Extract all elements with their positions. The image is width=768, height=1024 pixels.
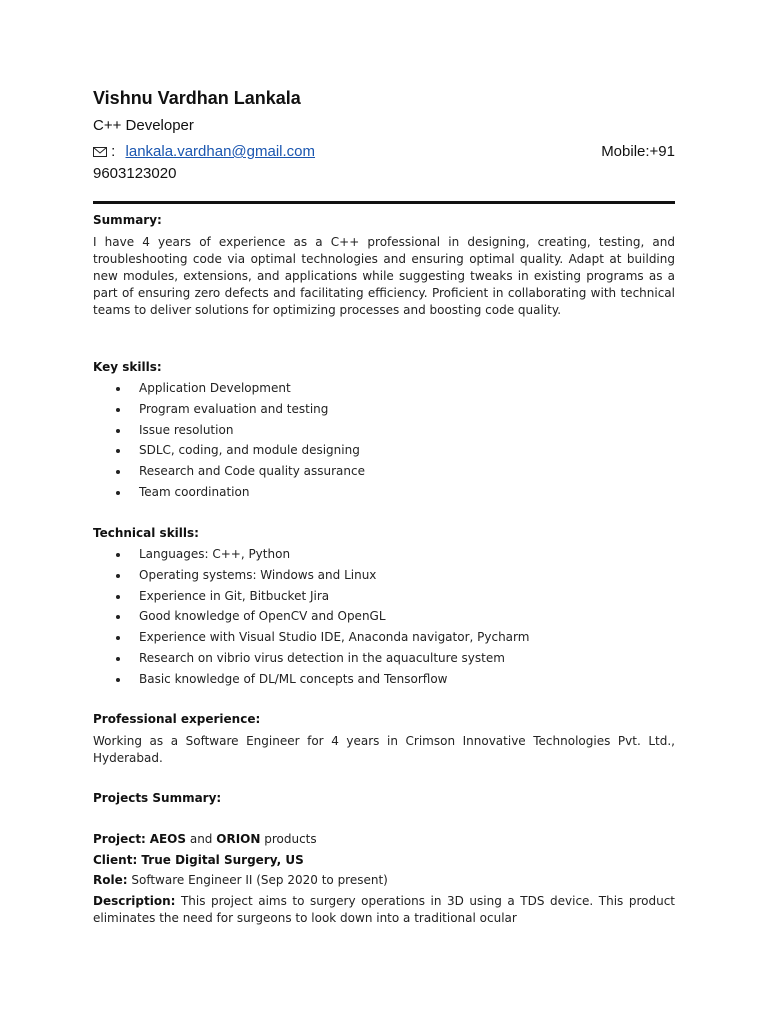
contact-line	[93, 143, 675, 160]
role-line	[93, 873, 675, 887]
job-title: C++ Developer	[93, 117, 194, 134]
list-item: Operating systems: Windows and Linux	[93, 565, 675, 586]
bullet-dot	[116, 470, 120, 474]
key-skills-list	[93, 378, 675, 503]
projects-heading: Projects Summary:	[93, 791, 222, 805]
experience-heading: Professional experience:	[93, 712, 261, 726]
project-name-a: AEOS	[149, 832, 187, 846]
bullet-dot	[116, 387, 120, 391]
mobile-number: 9603123020	[93, 165, 177, 182]
summary-text: I have 4 years of experience as a C++ professional in designing, creating, testing, and troubleshooting code via optimal technologies and ensuring optimal quality. Adapt at building new modules, extensions, and applications while suggesting tweaks in existing programs as a part of ensuring zero defects and facilitating efficiency. Proficient in collaborating with technical teams to deliver solutions for optimizing processes and boosting code quality.	[93, 235, 675, 317]
list-item: Issue resolution	[93, 420, 675, 441]
bullet-dot	[116, 429, 120, 433]
technical-skills-heading: Technical skills:	[93, 526, 199, 540]
list-item: Experience with Visual Studio IDE, Anaconda navigator, Pycharm	[93, 627, 675, 648]
list-item: Experience in Git, Bitbucket Jira	[93, 586, 675, 607]
list-item: SDLC, coding, and module designing	[93, 440, 675, 461]
role-value: Software Engineer II (Sep 2020 to present)	[131, 873, 388, 887]
description-text: This project aims to surgery operations in 3D using a TDS device. This product eliminates the need for surgeons to look down into a traditional ocular	[93, 894, 675, 925]
list-item: Program evaluation and testing	[93, 399, 675, 420]
email-link[interactable]: lankala.vardhan@gmail.com	[125, 143, 316, 160]
bullet-dot	[116, 595, 120, 599]
candidate-name: Vishnu Vardhan Lankala	[93, 88, 301, 108]
list-item: Team coordination	[93, 482, 675, 503]
mobile-label: Mobile:+91	[601, 143, 675, 160]
bullet-dot	[116, 553, 120, 557]
list-item: Application Development	[93, 378, 675, 399]
technical-skills-list	[93, 544, 675, 690]
list-item: Good knowledge of OpenCV and OpenGL	[93, 606, 675, 627]
bullet-dot	[116, 491, 120, 495]
bullet-dot	[116, 636, 120, 640]
project-line	[93, 832, 675, 846]
role-label: Role:	[93, 873, 128, 887]
project-label: Project:	[93, 832, 146, 846]
project-and: and	[189, 832, 213, 846]
project-suffix: products	[264, 832, 317, 846]
description-label: Description:	[93, 894, 176, 908]
list-item: Research and Code quality assurance	[93, 461, 675, 482]
envelope-icon	[93, 144, 107, 154]
description-paragraph	[93, 893, 675, 927]
summary-heading: Summary:	[93, 213, 162, 227]
bullet-dot	[116, 657, 120, 661]
bullet-dot	[116, 678, 120, 682]
list-item: Research on vibrio virus detection in the aquaculture system	[93, 648, 675, 669]
client-line: Client: True Digital Surgery, US	[93, 853, 304, 867]
bullet-dot	[116, 615, 120, 619]
list-item: Languages: C++, Python	[93, 544, 675, 565]
bullet-dot	[116, 408, 120, 412]
project-name-b: ORION	[216, 832, 261, 846]
list-item: Basic knowledge of DL/ML concepts and Tensorflow	[93, 669, 675, 690]
experience-text: Working as a Software Engineer for 4 years in Crimson Innovative Technologies Pvt. Ltd., Hyderabad.	[93, 734, 675, 765]
bullet-dot	[116, 574, 120, 578]
header-divider	[93, 201, 675, 204]
bullet-dot	[116, 449, 120, 453]
key-skills-heading: Key skills:	[93, 360, 162, 374]
email-separator: :	[111, 143, 116, 160]
